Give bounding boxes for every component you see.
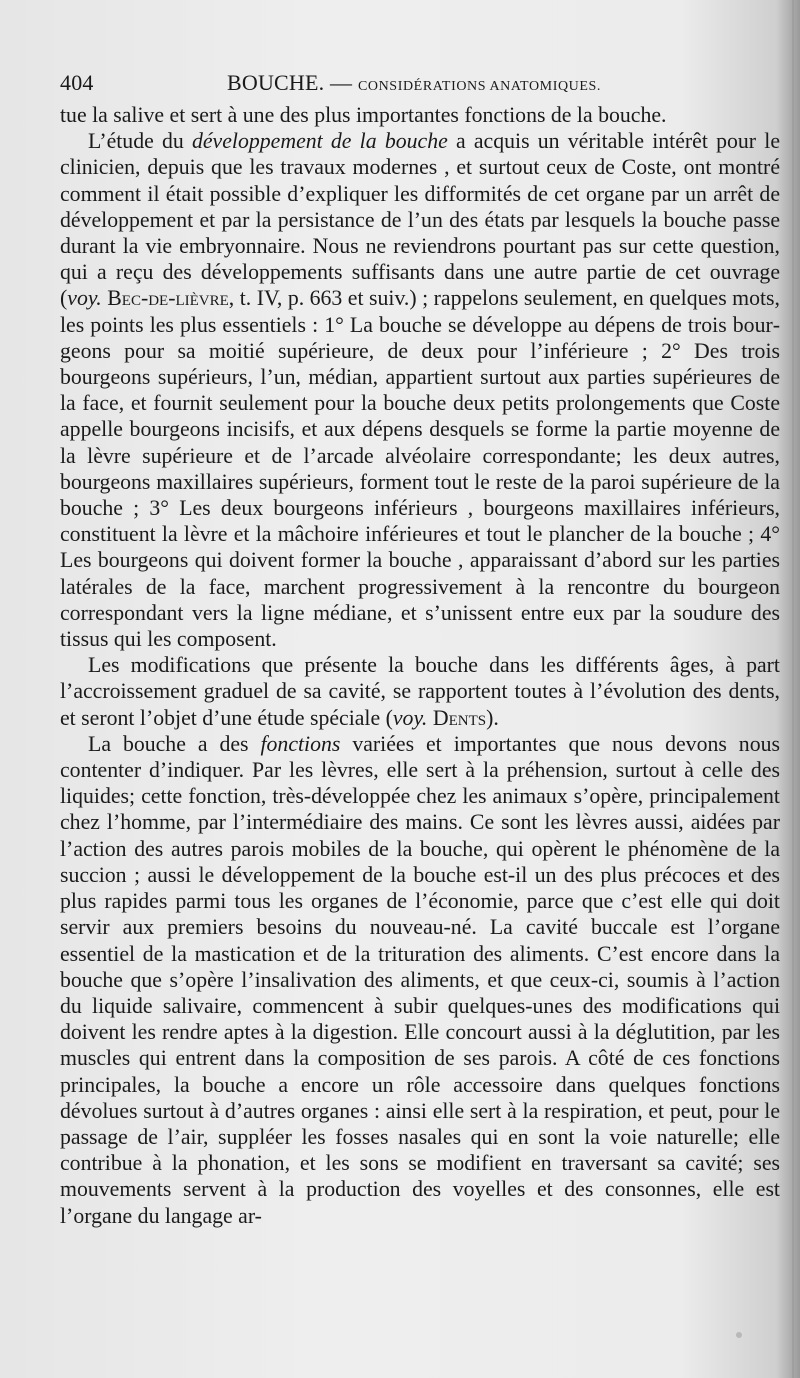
text-run: variées et importantes que nous devons nous contenter d’indiquer. Par les lèvres, elle sert à la préhension, surtout à celle des liquides; cette fonction, très-développée chez les animaux s’opère, principalement chez l’homme, par l’intermédiaire des mains. Ce sont les lèvres aussi, aidées par l’action des autres parois mobiles de la bouche, qui opèrent le phénomène de la succion ; aussi le développement de la bouche est-il un des plus précoces et des plus rapides parmi tous les organes de l’économie, parce que c’est elle qui doit servir aux premiers besoins du nouveau-né. La cavité buccale est l’organe essentiel de la mastication et de la trituration des aliments. C’est encore dans la bouche que s’opère l’insalivation des aliments, et que ceux-ci, soumis à l’action du liquide salivaire, commencent à subir quelques-unes des modifications qui doivent les rendre aptes à la digestion. Elle concourt aussi à la déglutition, par les muscles qui entrent dans la composition de ses parois. A côté de ces fonctions principales, la bouche a encore un rôle accessoire dans quelques fonctions dévolues surtout à d’autres organes : ainsi elle sert à la respiration, et peut, pour le passage de l’air, suppléer les fosses nasales qui en sont la voie naturelle; elle contribue à la phonation, et les sons se modifient en traversant sa cavité; ses mouvements servent à la production des voyelles et des consonnes, elle est l’organe du langage ar- (60, 731, 780, 1228)
text-run: La bouche a des (88, 731, 261, 756)
text-run: ). (486, 705, 499, 730)
scan-speck (736, 1332, 742, 1338)
running-header (60, 70, 780, 100)
cross-reference: Dents (432, 705, 487, 730)
paragraph-development (60, 128, 780, 652)
running-subtitle: CONSIDÉRATIONS ANATOMIQUES. (357, 79, 602, 94)
text-run: L’étude du (88, 129, 192, 154)
italic-abbrev: voy. (67, 286, 102, 311)
paragraph-functions (60, 731, 780, 1229)
text-run: Les modifications que présente la bouche dans les différents âges, à part l’accroissement graduel de sa cavité, se rapportent toutes à l’évolution des dents, et seront l’objet d’une étude spéciale ( (60, 653, 780, 730)
italic-term: fonctions (260, 731, 341, 756)
running-title (227, 70, 601, 96)
cross-reference: Bec-de-lièvre (107, 286, 229, 311)
running-title-main: BOUCHE. — (227, 70, 353, 95)
paragraph-modifications (60, 652, 780, 731)
page-number: 404 (60, 70, 94, 95)
italic-term: développement de la bouche (191, 129, 448, 154)
text-run: , t. IV, p. 663 et suiv.) ; rappelons seulement, en quelques mots, les points les plus essentiels : 1° La bouche se développe au dépens de trois bourgeons pour sa moitié supérieure, de deux pour l’inférieure ; 2° Des trois bourgeons supérieurs, l’un, médian, appartient surtout aux parties supérieures de la face, et fournit seulement pour la bouche deux petits prolongements que Coste appelle bourgeons incisifs, et aux dépens desquels se forme la partie moyenne de la lèvre supérieure et de l’arcade alvéolaire correspondante; les deux autres, bourgeons maxillaires supérieurs, forment tout le reste de la paroi supérieure de la bouche ; 3° Les deux bourgeons inférieurs , bourgeons maxillaires inférieurs, constituent la lèvre et la mâchoire inférieures et tout le plancher de la bouche ; 4° Les bourgeons qui doivent former la bouche , apparaissant d’abord sur les parties latérales de la face, marchent progressivement à la rencontre du bourgeon correspondant vers la ligne médiane, et s’unissent entre eux par la soudure des tissus qui les composent. (60, 286, 780, 652)
body-text (60, 102, 780, 1229)
page-edge-shadow (792, 0, 794, 1378)
paragraph-continuation: tue la salive et sert à une des plus importantes fonctions de la bouche. (60, 103, 667, 127)
text-run: a acquis un véritable intérêt pour le clinicien, depuis que les travaux modernes , et surtout ceux de Coste, ont montré comment il était possible d’expliquer les difformités de cet organe par un arrêt de développement et par la persistance de l’un des états par lesquels la bouche passe durant la vie embryonnaire. Nous ne reviendrons pourtant pas sur cette question, qui a reçu des développements suffisants dans une autre partie de cet ouvrage ( (60, 129, 780, 311)
italic-abbrev: voy. (392, 705, 428, 730)
